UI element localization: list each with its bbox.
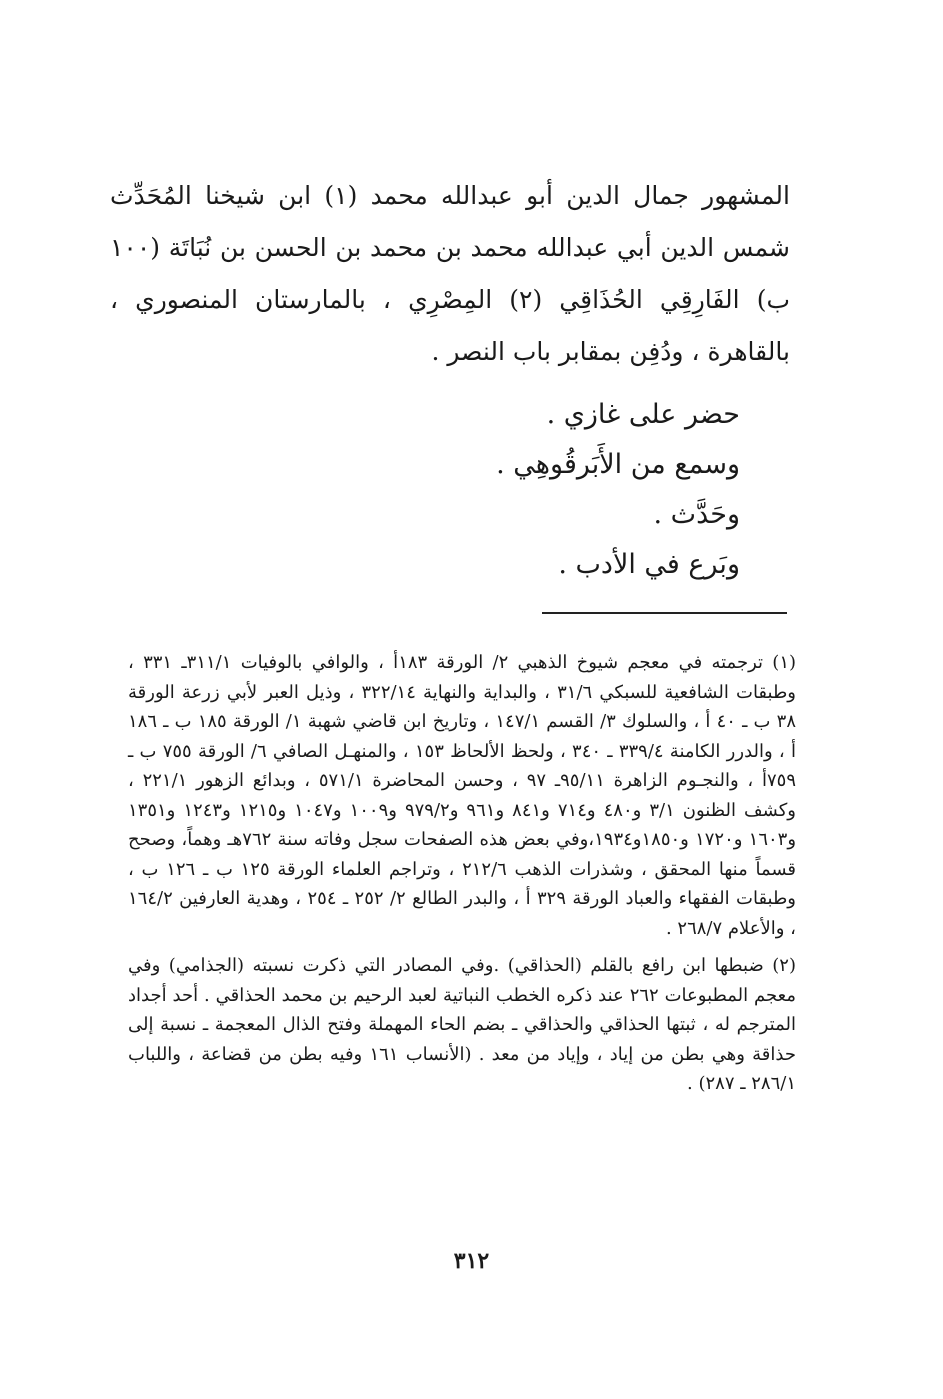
verse-line-1: حضر على غازي . — [546, 399, 740, 430]
footnote-2: (٢) ضبطها ابن رافع بالقلم (الحذاقي) .وفي المصادر التي ذكرت نسبته (الجذامي) وفي معجم المطبوعات ٢٦٢ عند ذكره الخطب النباتية لعبد الرحيم بن محمد الحذاقي . أحد أجداد المترجم له ، ثبتها الحذاقي والحذاقي ـ بضم الحاء المهملة وفتح الذال المعجمة ـ نسبة إلى حذاقة وهي بطن من إياد ، وإياد من معد . (الأنساب ١٦١ وفيه بطن من قضاعة ، واللباب ٢٨٦/١ ـ ٢٨٧) . — [128, 955, 796, 1094]
page-number: ٣١٢ — [453, 1248, 490, 1274]
main-paragraph: المشهور جمال الدين أبو عبدالله محمد (١) ابن شيخنا المُحَدِّث شمس الدين أبي عبدالله محمد بن محمد بن الحسن بن نُبَاتَة (١٠٠ ب) الفَارِقِي الحُذَاقِي (٢) المِصْرِي ، بالمارستان المنصوري ، بالقاهرة ، ودُفِن بمقابر باب النصر . — [110, 181, 790, 366]
footnote-1: (١) ترجمته في معجم شيوخ الذهبي ٢/ الورقة ١٨٣أ ، والوافي بالوفيات ٣١١/١ـ ٣٣١ ، وطبقات الشافعية للسبكي ٣١/٦ ، والبداية والنهاية ٣٢٢/١٤ ، وذيل العبر لأبي زرعة الورقة ٣٨ ب ـ ٤٠ أ ، والسلوك ٣/ القسم ١٤٧/١ ، وتاريخ ابن قاضي شهبة ١/ الورقة ١٨٥ ب ـ ١٨٦ أ ، والدرر الكامنة ٣٣٩/٤ ـ ٣٤٠ ، ولحظ الألحاظ ١٥٣ ، والمنهـل الصافي ٦/ الورقة ٧٥٥ ب ـ ٧٥٩أ ، والنجـوم الزاهرة ٩٥/١١ـ ٩٧ ، وحسن المحاضرة ٥٧١/١ ، وبدائع الزهور ٢٢١/١ ، وكشف الظنون ٣/١ و٤٨٠ و٧١٤ و٨٤١ و٩٦١ و٩٧٩/٢ و١٠٠٩ و١٠٤٧ و١٢١٥ و١٢٤٣ و١٣٥١ و١٦٠٣ و١٧٢٠ و١٨٥٠و١٩٣٤،وفي بعض هذه الصفحات سجل وفاته سنة ٧٦٢هـ وهماً، وصحح قسماً منها المحقق ، وشذرات الذهب ٢١٢/٦ ، وتراجم العلماء الورقة ١٢٥ ب ـ ١٢٦ ب ، وطبقات الفقهاء والعباد الورقة ٣٢٩ أ ، والبدر الطالع ٢/ ٢٥٢ ـ ٢٥٤ ، وهدية العارفين ١٦٤/٢ ، والأعلام ٢٦٨/٧ . — [128, 652, 797, 939]
footnote-divider — [542, 612, 787, 614]
main-paragraph-block — [110, 170, 790, 378]
footnotes-section — [128, 648, 796, 1099]
verse-line-3: وحَدَّث . — [653, 499, 740, 530]
verse-line-4: وبَرع في الأدب . — [558, 549, 740, 580]
verse-line-2: وسمع من الأَبَرقُوهِي . — [496, 449, 740, 480]
verse-list — [300, 390, 740, 590]
